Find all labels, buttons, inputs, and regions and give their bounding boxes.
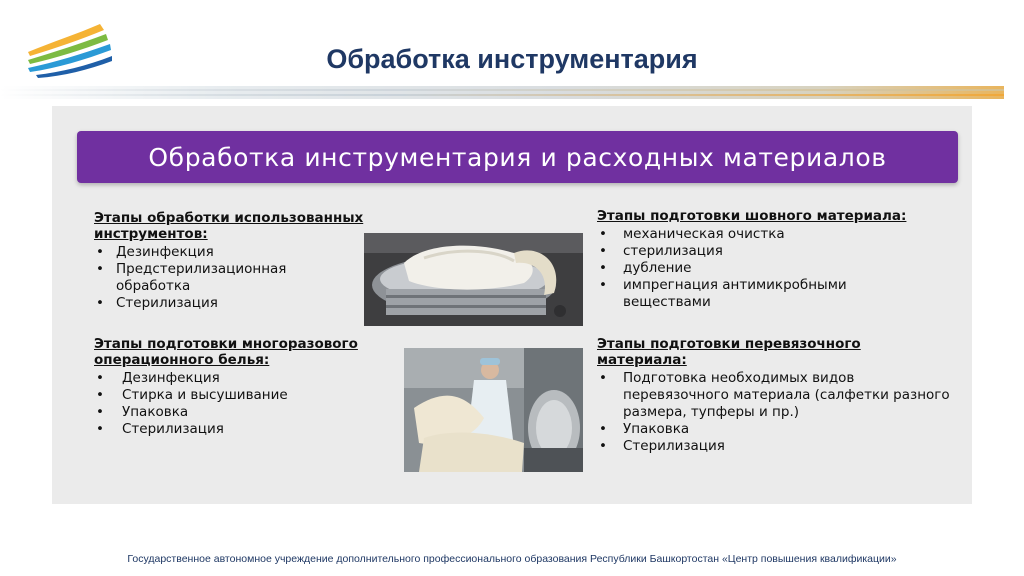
suture-stages-list [597, 226, 947, 311]
list-item: • Стерилизация [94, 421, 404, 438]
header-divider [0, 86, 1004, 99]
suture-stages-block [597, 208, 947, 311]
instruments-stages-heading: Этапы обработки использованных инструментов: [94, 210, 364, 242]
list-item: • Стерилизация [94, 295, 394, 312]
dressing-stages-block [597, 336, 952, 455]
list-item: • Стирка и высушивание [94, 387, 404, 404]
nurse-linen-photo [404, 348, 583, 472]
linen-stages-heading: Этапы подготовки многоразового операционного белья: [94, 336, 358, 368]
linen-stages-list [94, 370, 404, 438]
list-item: • Дезинфекция [94, 244, 394, 261]
instruments-stages-block [94, 210, 394, 312]
list-item: • Упаковка [597, 421, 952, 438]
list-item: • дубление [597, 260, 947, 277]
list-item: • Предстерилизационная обработка [94, 261, 346, 295]
list-item: • стерилизация [597, 243, 947, 260]
list-item: • механическая очистка [597, 226, 947, 243]
footer-organization: Государственное автономное учреждение дополнительного профессионального образования Республики Башкортостан «Центр повышения квалификации» [127, 553, 897, 565]
list-item: • импрегнация антимикробными веществами [597, 277, 923, 311]
suture-stages-heading: Этапы подготовки шовного материала: [597, 208, 907, 224]
sterilization-box-photo [364, 233, 583, 326]
slide-banner: Обработка инструментария и расходных материалов [77, 131, 958, 183]
linen-stages-block [94, 336, 404, 438]
list-item: • Стерилизация [597, 438, 952, 455]
list-item: • Подготовка необходимых видов перевязочного материала (салфетки разного размера, тупферы и пр.) [597, 370, 952, 421]
list-item: • Дезинфекция [94, 370, 404, 387]
page-title: Обработка инструментария [326, 44, 698, 74]
list-item: • Упаковка [94, 404, 404, 421]
dressing-stages-list [597, 370, 952, 455]
dressing-stages-heading: Этапы подготовки перевязочного материала: [597, 336, 861, 368]
instruments-stages-list [94, 244, 394, 312]
